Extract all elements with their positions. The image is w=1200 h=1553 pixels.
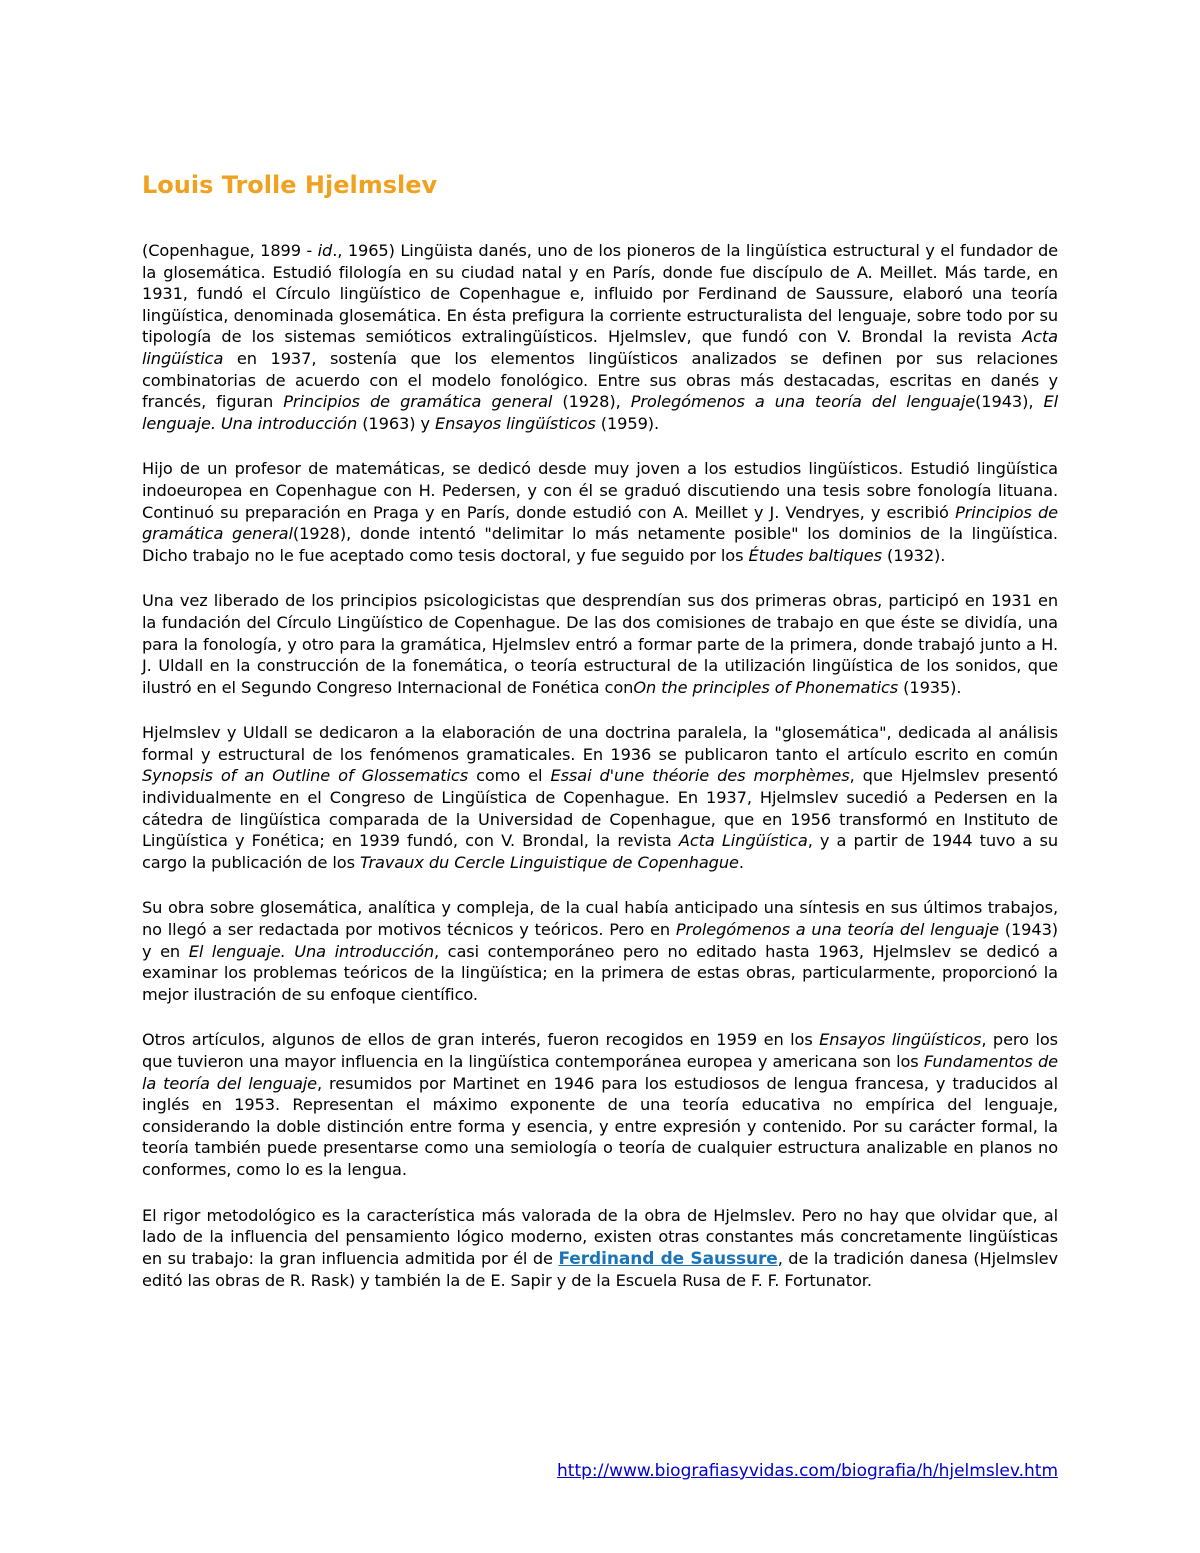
paragraph-1: (Copenhague, 1899 - id., 1965) Lingüista danés, uno de los pioneros de la lingüística estructural y el fundador de la glosemática. Estudió filología en su ciudad natal y en París, donde fue discípulo de A. Meillet. Más tarde, en 1931, fundó el Círculo lingüístico de Copenhague e, influido por Ferdinand de Saussure, elaboró una teoría lingüística, denominada glosemática. En ésta prefigura la corriente estructuralista del lenguaje, sobre todo por su tipología de los sistemas semióticos extralingüísticos. Hjelmslev, que fundó con V. Brondal la revista Acta lingüística en 1937, sostenía que los elementos lingüísticos analizados se definen por sus relaciones combinatorias de acuerdo con el modelo fonológico. Entre sus obras más destacadas, escritas en danés y francés, figuran Principios de gramática general (1928), Prolegómenos a una teoría del lenguaje(1943), El lenguaje. Una introducción (1963) y Ensayos lingüísticos (1959). <box>142 241 1058 433</box>
paragraph-5: Su obra sobre glosemática, analítica y compleja, de la cual había anticipado una síntesis en sus últimos trabajos, no llegó a ser redactada por motivos técnicos y teóricos. Pero en Prolegómenos a una teoría del lenguaje (1943) y en El lenguaje. Una introducción, casi contemporáneo pero no editado hasta 1963, Hjelmslev se dedicó a examinar los problemas teóricos de la lingüística; en la primera de estas obras, particularmente, proporcionó la mejor ilustración de su enfoque científico. <box>142 898 1059 1004</box>
paragraph-4: Hjelmslev y Uldall se dedicaron a la elaboración de una doctrina paralela, la "glosemática", dedicada al análisis formal y estructural de los fenómenos gramaticales. En 1936 se publicaron tanto el artículo escrito en común Synopsis of an Outline of Glossematics como el Essai d'une théorie des morphèmes, que Hjelmslev presentó individualmente en el Congreso de Lingüística de Copenhague. En 1937, Hjelmslev sucedió a Pedersen en la cátedra de lingüística comparada de la Universidad de Copenhague, que en 1956 transformó en Instituto de Lingüística y Fonética; en 1939 fundó, con V. Brondal, la revista Acta Lingüística, y a partir de 1944 tuvo a su cargo la publicación de los Travaux du Cercle Linguistique de Copenhague. <box>142 723 1058 872</box>
source-url-link[interactable]: http://www.biografiasyvidas.com/biografia/h/hjelmslev.htm <box>557 1461 1058 1481</box>
source-footer <box>557 1459 1058 1483</box>
paragraph-7: El rigor metodológico es la característica más valorada de la obra de Hjelmslev. Pero no hay que olvidar que, al lado de la influencia del pensamiento lógico moderno, existen otras constantes más concretamente lingüísticas en su trabajo: la gran influencia admitida por él de Ferdinand de Saussure, de la tradición danesa (Hjelmslev editó las obras de R. Rask) y también la de E. Sapir y de la Escuela Rusa de F. F. Fortunator. <box>142 1205 1058 1291</box>
paragraph-2: Hijo de un profesor de matemáticas, se dedicó desde muy joven a los estudios lingüísticos. Estudió lingüística indoeuropea en Copenhague con H. Pedersen, y con él se graduó discutiendo una tesis sobre fonología lituana. Continuó su preparación en Praga y en París, donde estudió con A. Meillet y J. Vendryes, y escribió Principios de gramática general(1928), donde intentó "delimitar lo más netamente posible" los dominios de la lingüística. Dicho trabajo no le fue aceptado como tesis doctoral, y fue seguido por los Études baltiques (1932). <box>142 459 1058 565</box>
article-title: Louis Trolle Hjelmslev <box>142 171 438 199</box>
paragraph-3: Una vez liberado de los principios psicologicistas que desprendían sus dos primeras obras, participó en 1931 en la fundación del Círculo Lingüístico de Copenhague. De las dos comisiones de trabajo en que éste se dividía, una para la fonología, y otro para la gramática, Hjelmslev entró a formar parte de la primera, donde trabajó junto a H. J. Uldall en la construcción de la fonemática, o teoría estructural de la utilización lingüística de los sonidos, que ilustró en el Segundo Congreso Internacional de Fonética conOn the principles of Phonematics (1935). <box>142 591 1058 697</box>
saussure-link[interactable]: Ferdinand de Saussure <box>558 1248 778 1269</box>
article-body <box>142 168 1058 1316</box>
paragraph-6: Otros artículos, algunos de ellos de gran interés, fueron recogidos en 1959 en los Ensayos lingüísticos, pero los que tuvieron una mayor influencia en la lingüística contemporánea europea y americana son los Fundamentos de la teoría del lenguaje, resumidos por Martinet en 1946 para los estudiosos de lengua francesa, y traducidos al inglés en 1953. Representan el máximo exponente de una teoría educativa no empírica del lenguaje, considerando la doble distinción entre forma y esencia, y entre expresión y contenido. Por su carácter formal, la teoría también puede presentarse como una semiología o teoría de cualquier estructura analizable en planos no conformes, como lo es la lengua. <box>142 1030 1059 1179</box>
